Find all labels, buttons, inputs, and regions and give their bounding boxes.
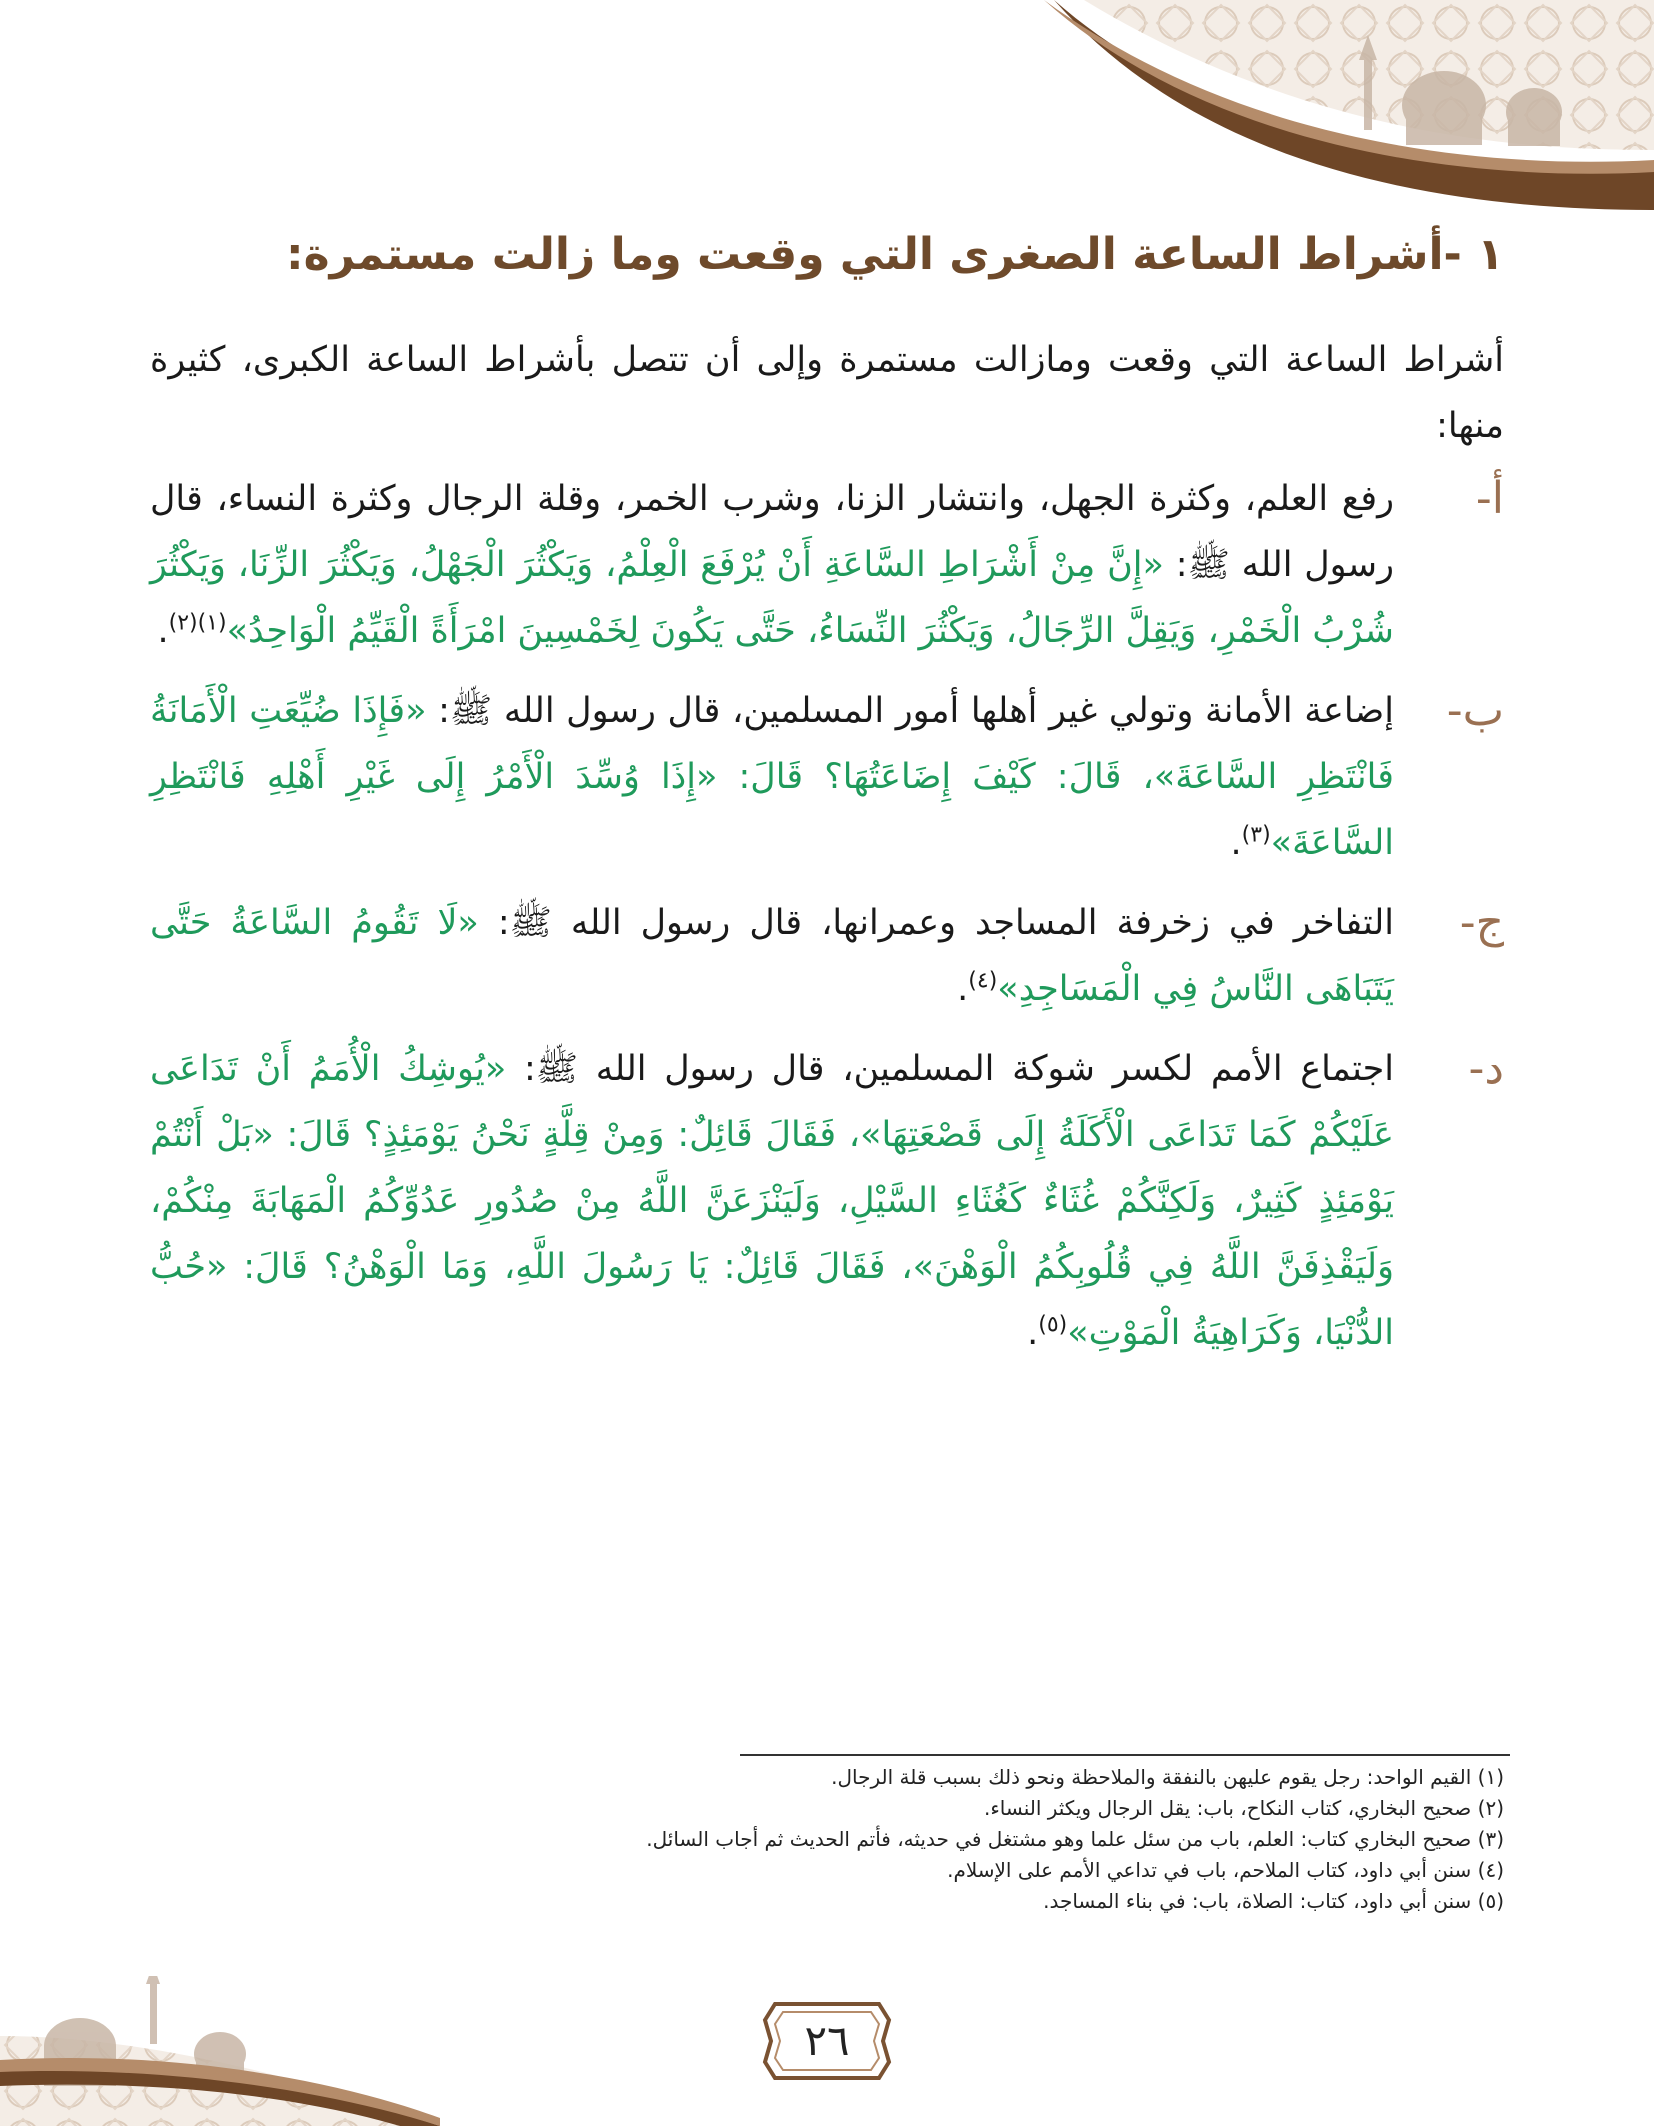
intro-paragraph: أشراط الساعة التي وقعت ومازالت مستمرة وإلى أن تتصل بأشراط الساعة الكبرى، كثيرة منها: [150, 340, 1504, 446]
footnote-line: (٥) سنن أبي داود، كتاب: الصلاة، باب: في بناء المساجد. [1043, 1889, 1504, 1913]
item-text [150, 890, 1394, 1022]
item-end: . [157, 611, 169, 651]
page-number: ٢٦ [804, 2016, 850, 2065]
item-letter: د- [1468, 1043, 1504, 1094]
footnote-line: (٢) صحيح البخاري، كتاب النكاح، باب: يقل الرجال ويكثر النساء. [984, 1796, 1504, 1820]
item-end: . [957, 969, 969, 1009]
hadith-quote: «لَا تَقُومُ السَّاعَةُ حَتَّى يَتَبَاهَى النَّاسُ فِي الْمَسَاجِدِ» [150, 903, 1394, 1009]
item-end: . [1027, 1313, 1039, 1353]
footnote-ref: (١)(٢) [168, 610, 227, 636]
signs-list [150, 466, 1504, 1380]
list-item [150, 1036, 1504, 1366]
item-text [150, 1036, 1394, 1366]
item-letter: ج- [1459, 897, 1504, 948]
item-letter: ب- [1446, 685, 1504, 736]
top-corner-ornament [1014, 0, 1654, 210]
footnote-ref: (٥) [1038, 1312, 1068, 1338]
hadith-quote: «فَإِذَا ضُيِّعَتِ الْأَمَانَةُ فَانْتَظِرِ السَّاعَةَ»، قَالَ: كَيْفَ إِضَاعَتُهَا؟ قَالَ: «إِذَا وُسِّدَ الْأَمْرُ إِلَى غَيْرِ أَهْلِهِ فَانْتَظِرِ السَّاعَةَ» [150, 691, 1394, 863]
item-text [150, 678, 1394, 876]
item-end: . [1230, 823, 1242, 863]
list-item [150, 466, 1504, 664]
footnotes [150, 1762, 1504, 1917]
list-item [150, 890, 1504, 1022]
bottom-corner-ornament [0, 1976, 440, 2126]
item-text [150, 466, 1394, 664]
item-lead: إضاعة الأمانة وتولي غير أهلها أمور المسلمين، قال رسول الله ﷺ: [426, 691, 1394, 731]
list-item [150, 678, 1504, 876]
item-lead: التفاخر في زخرفة المساجد وعمرانها، قال رسول الله ﷺ: [478, 903, 1394, 943]
footnote-line: (٤) سنن أبي داود، كتاب الملاحم، باب في تداعي الأمم على الإسلام. [947, 1858, 1504, 1882]
footnote-line: (٣) صحيح البخاري كتاب: العلم، باب من سئل علما وهو مشتغل في حديثه، فأتم الحديث ثم أجاب السائل. [646, 1827, 1504, 1851]
item-letter: أ- [1475, 473, 1504, 524]
item-lead: اجتماع الأمم لكسر شوكة المسلمين، قال رسول الله ﷺ: [506, 1049, 1394, 1089]
footnote-divider [740, 1754, 1510, 1756]
item-lead: رفع العلم، وكثرة الجهل، وانتشار الزنا، وشرب الخمر، وقلة الرجال وكثرة النساء، قال رسول الله ﷺ: [150, 479, 1394, 585]
section-title: ١ -أشراط الساعة الصغرى التي وقعت وما زالت مستمرة: [286, 229, 1504, 281]
hadith-quote: «إِنَّ مِنْ أَشْرَاطِ السَّاعَةِ أَنْ يُرْفَعَ الْعِلْمُ، وَيَكْثُرَ الْجَهْلُ، وَيَكْثُرَ الزِّنَا، وَيَكْثُرَ شُرْبُ الْخَمْرِ، وَيَقِلَّ الرِّجَالُ، وَيَكْثُرَ النِّسَاءُ، حَتَّى يَكُونَ لِخَمْسِينَ امْرَأَةً الْقَيِّمُ الْوَاحِدُ» [150, 545, 1394, 651]
footnote-line: (١) القيم الواحد: رجل يقوم عليهن بالنفقة والملاحظة ونحو ذلك بسبب قلة الرجال. [831, 1765, 1504, 1789]
hadith-quote: «يُوشِكُ الْأُمَمُ أَنْ تَدَاعَى عَلَيْكُمْ كَمَا تَدَاعَى الْأَكَلَةُ إِلَى قَصْعَتِهَا»، فَقَالَ قَائِلٌ: وَمِنْ قِلَّةٍ نَحْنُ يَوْمَئِذٍ؟ قَالَ: «بَلْ أَنْتُمْ يَوْمَئِذٍ كَثِيرٌ، وَلَكِنَّكُمْ غُثَاءٌ كَغُثَاءِ السَّيْلِ، وَلَيَنْزَعَنَّ اللَّهُ مِنْ صُدُورِ عَدُوِّكُمُ الْمَهَابَةَ مِنْكُمْ، وَلَيَقْذِفَنَّ اللَّهُ فِي قُلُوبِكُمُ الْوَهْنَ»، فَقَالَ قَائِلٌ: يَا رَسُولَ اللَّهِ، وَمَا الْوَهْنُ؟ قَالَ: «حُبُّ الدُّنْيَا، وَكَرَاهِيَةُ الْمَوْتِ» [150, 1049, 1394, 1353]
footnote-ref: (٤) [968, 968, 998, 994]
page-number-badge [757, 1996, 897, 2086]
footnote-ref: (٣) [1241, 822, 1271, 848]
